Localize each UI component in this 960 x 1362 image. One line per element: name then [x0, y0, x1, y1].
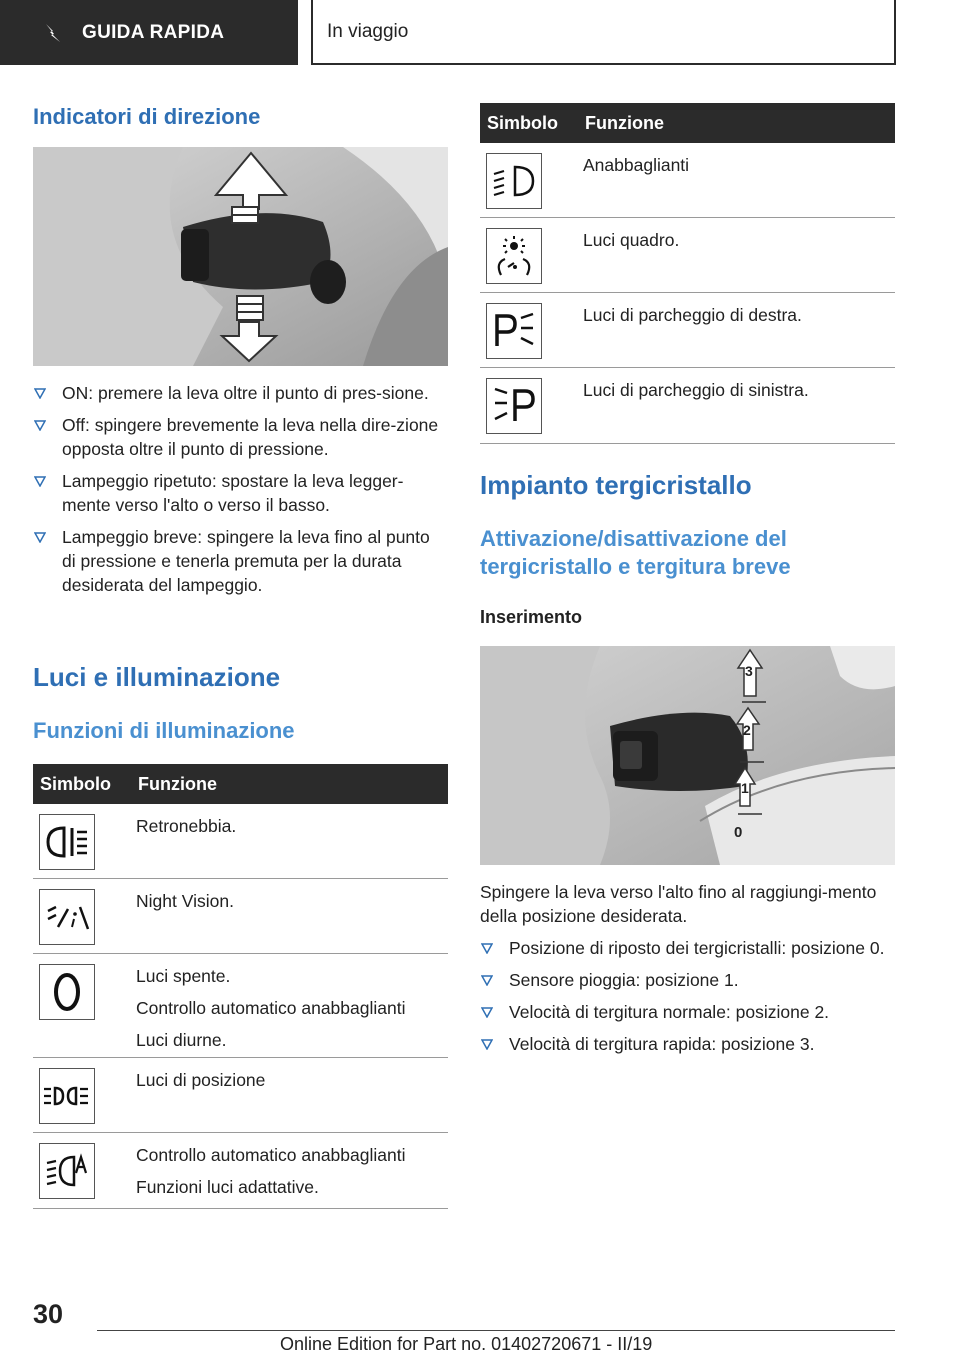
footer-divider [97, 1330, 895, 1331]
wiper-heading: Impianto tergicristallo [480, 470, 752, 500]
night-vision-icon [39, 889, 95, 945]
wiper-position-2-label: 2 [743, 722, 751, 738]
list-item: Velocità di tergitura rapida: posizione 3. [480, 1032, 895, 1056]
wiper-position-1-label: 1 [741, 780, 749, 796]
lighting-table-left [33, 764, 448, 1209]
table-row: Luci di parcheggio di destra. [480, 293, 895, 368]
lights-heading: Luci e illuminazione [33, 662, 281, 692]
parking-lights-icon [39, 1068, 95, 1124]
instrument-lighting-icon [486, 228, 542, 284]
rear-fog-light-icon [39, 814, 95, 870]
triangle-bullet-icon [481, 943, 493, 954]
symbol-column-header: Simbolo [487, 112, 558, 133]
wiper-position-list [480, 936, 895, 1064]
table-header [480, 103, 895, 143]
lighting-table-right [480, 103, 895, 444]
triangle-bullet-icon [481, 1007, 493, 1018]
left-parking-light-icon [486, 378, 542, 434]
triangle-bullet-icon [34, 420, 46, 431]
table-row: Luci quadro. [480, 218, 895, 293]
table-row: Night Vision. [33, 879, 448, 954]
table-row: Luci di posizione [33, 1058, 448, 1133]
wiper-position-0-label: 0 [734, 824, 743, 841]
triangle-bullet-icon [34, 476, 46, 487]
low-beam-icon [486, 153, 542, 209]
zero-position-icon [39, 964, 95, 1020]
triangle-bullet-icon [481, 975, 493, 986]
triangle-bullet-icon [34, 532, 46, 543]
table-row: Anabbaglianti [480, 143, 895, 218]
quick-guide-label: GUIDA RAPIDA [82, 21, 225, 43]
page-number: 30 [33, 1299, 64, 1329]
triangle-bullet-icon [481, 1039, 493, 1050]
list-item: ON: premere la leva oltre il punto di pres-sione. [33, 381, 448, 405]
table-row: Luci spente. Controllo automatico anabbaglianti Luci diurne. [33, 954, 448, 1058]
turn-signals-heading: Indicatori di direzione [33, 104, 261, 129]
wiper-subheading: Attivazione/disattivazione del tergicristallo e tergitura breve [480, 526, 791, 579]
list-item: Posizione di riposto dei tergicristalli: posizione 0. [480, 936, 895, 960]
turn-signal-lever-photo [33, 147, 448, 366]
function-column-header: Funzione [138, 773, 217, 794]
section-title: In viaggio [311, 0, 896, 65]
symbol-column-header: Simbolo [40, 773, 111, 794]
wiper-lever-photo [480, 646, 895, 865]
insert-heading: Inserimento [480, 607, 583, 627]
table-row: Retronebbia. [33, 804, 448, 879]
auto-headlight-icon [39, 1143, 95, 1199]
wiper-position-3-label: 3 [745, 663, 753, 679]
flash-icon [42, 22, 64, 44]
list-item: Sensore pioggia: posizione 1. [480, 968, 895, 992]
quick-guide-tab[interactable] [0, 0, 298, 65]
table-row: Controllo automatico anabbaglianti Funzioni luci adattative. [33, 1133, 448, 1209]
table-header [33, 764, 448, 804]
function-column-header: Funzione [585, 112, 664, 133]
edition-footer: Online Edition for Part no. 01402720671 - II/19 [280, 1334, 653, 1354]
insert-instructions: Spingere la leva verso l'alto fino al raggiungi-mento della posizione desiderata. [480, 882, 877, 926]
list-item: Lampeggio ripetuto: spostare la leva legger-mente verso l'alto o verso il basso. [33, 469, 448, 517]
list-item: Lampeggio breve: spingere la leva fino al punto di pressione e tenerla premuta per la durata desiderata del lampeggio. [33, 525, 448, 597]
list-item: Velocità di tergitura normale: posizione 2. [480, 1000, 895, 1024]
lighting-functions-heading: Funzioni di illuminazione [33, 718, 295, 743]
table-row: Luci di parcheggio di sinistra. [480, 368, 895, 444]
right-parking-light-icon [486, 303, 542, 359]
triangle-bullet-icon [34, 388, 46, 399]
turn-signal-list [33, 381, 448, 605]
list-item: Off: spingere brevemente la leva nella dire-zione opposta oltre il punto di pressione. [33, 413, 448, 461]
